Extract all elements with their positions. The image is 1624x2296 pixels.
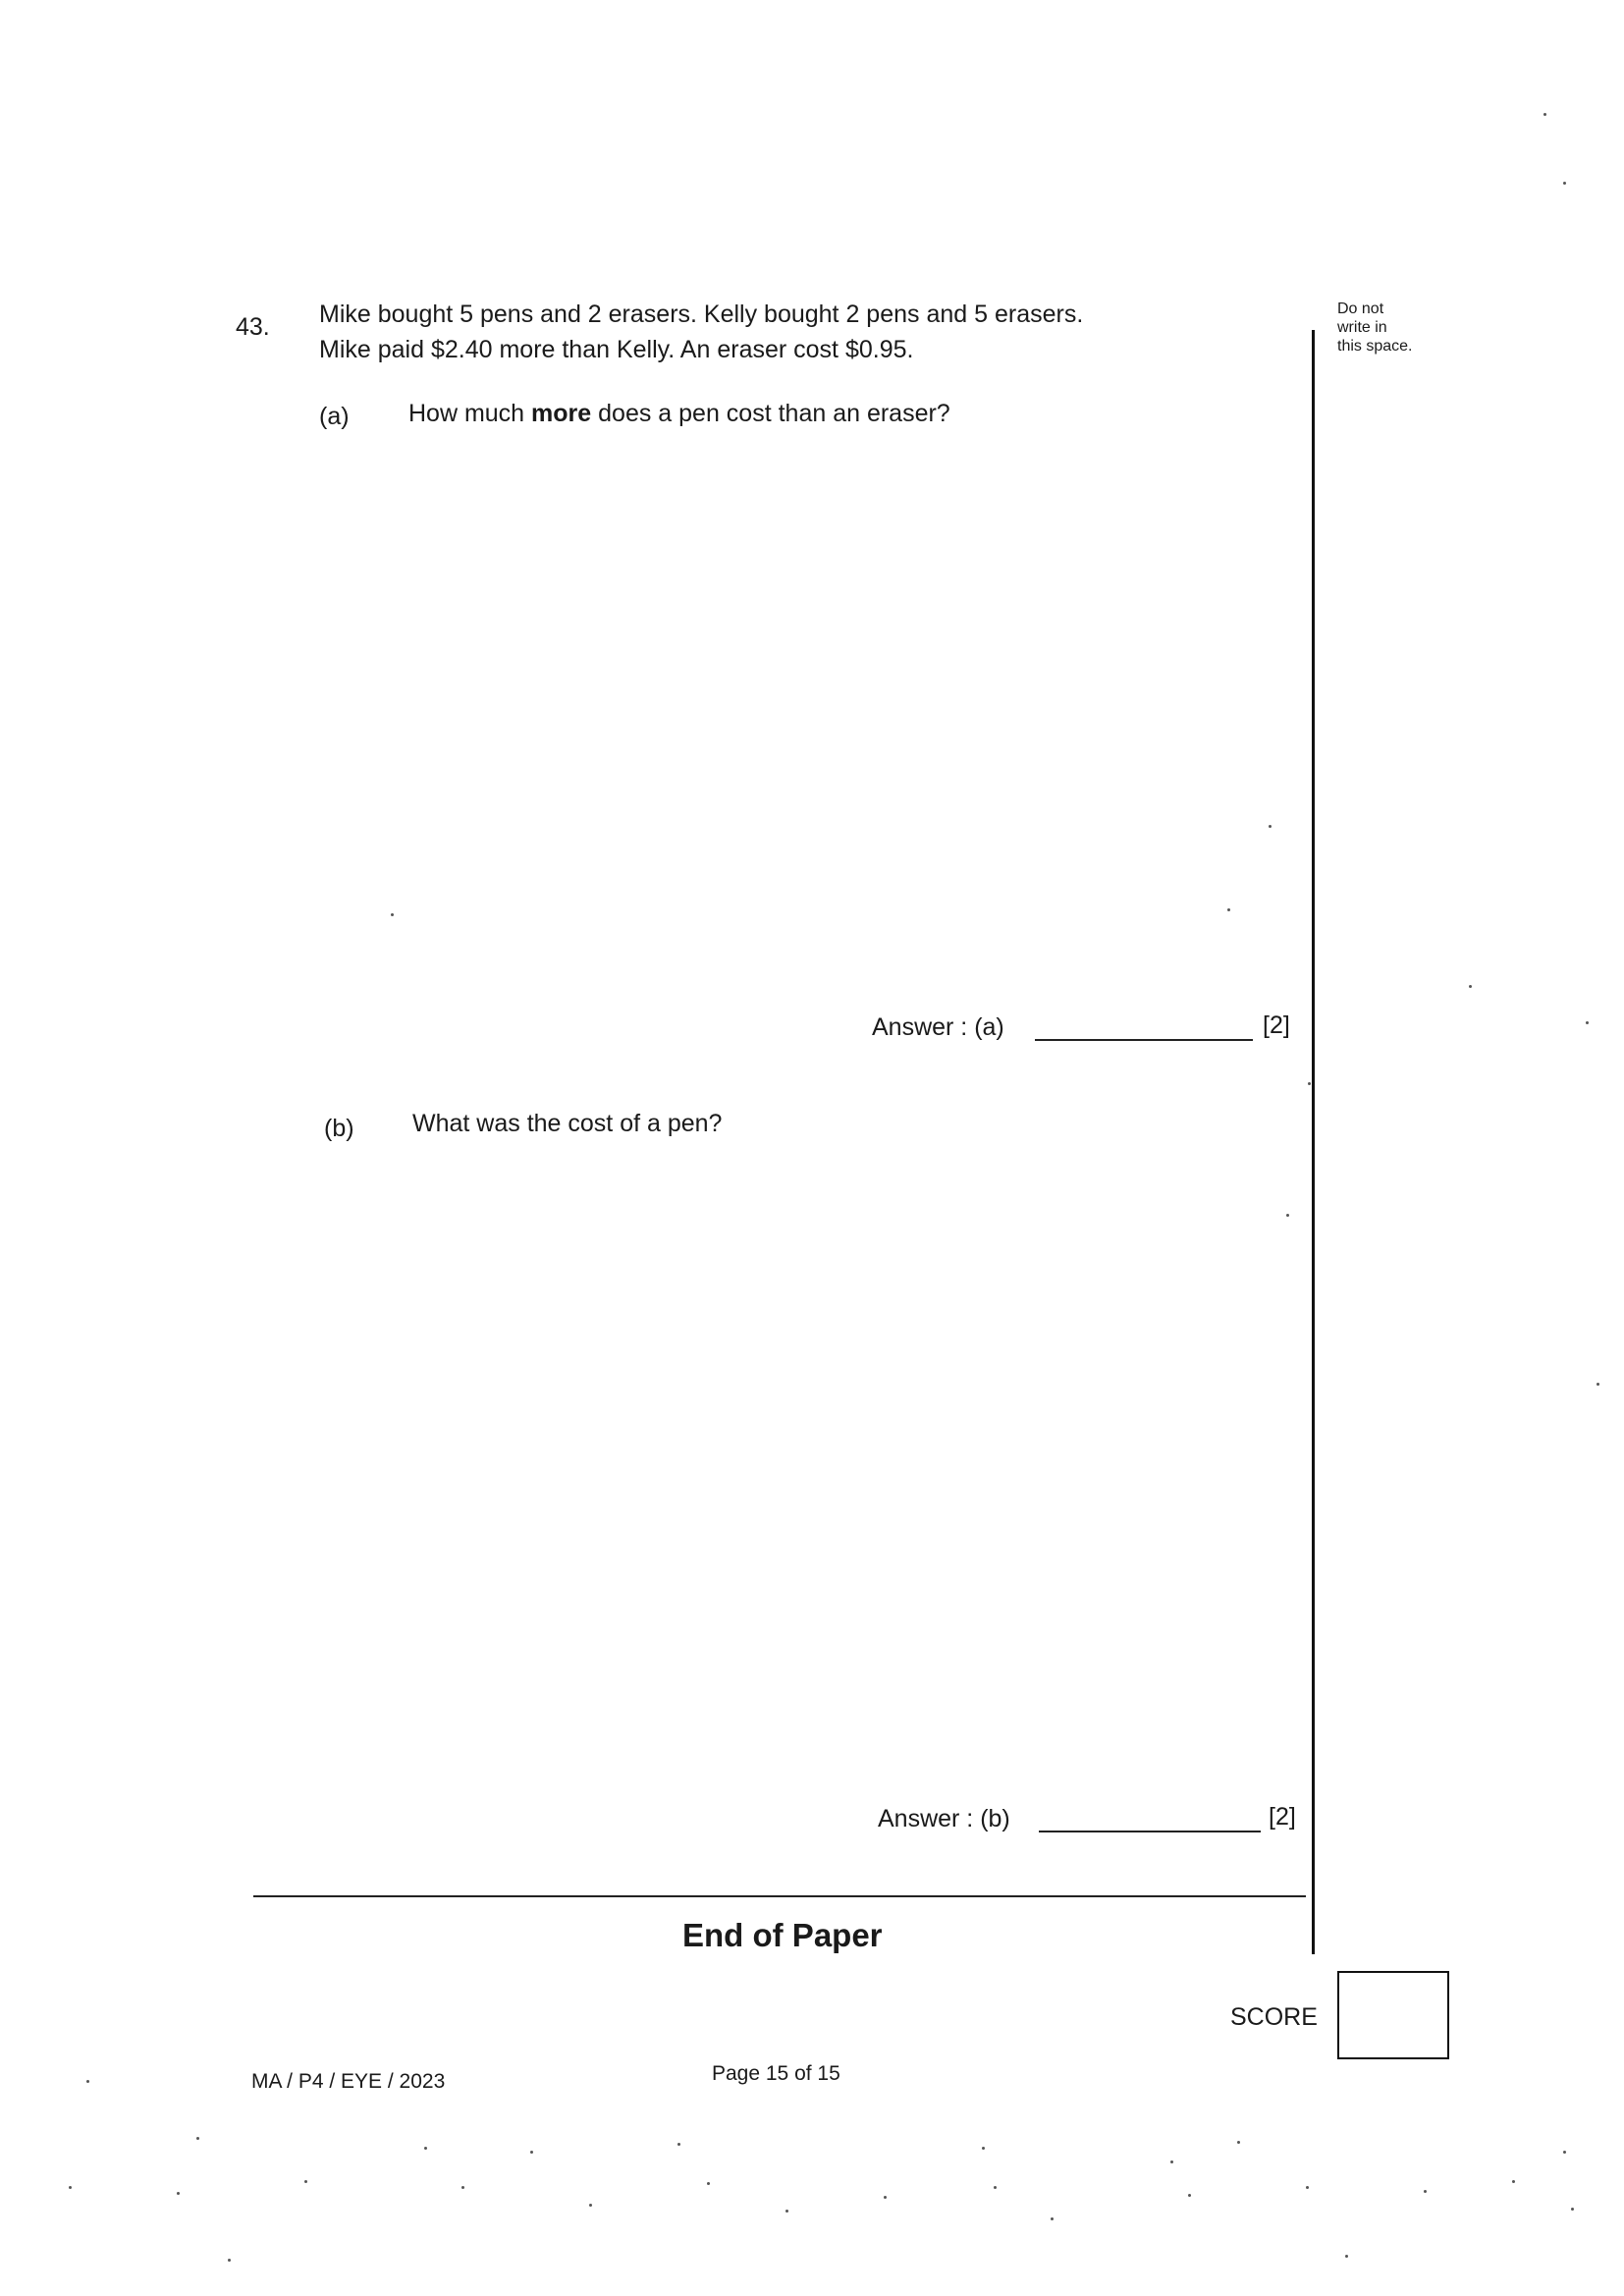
- question-text-prefix: Mike paid: [319, 336, 431, 363]
- margin-note: [1337, 300, 1445, 355]
- scan-speck: [1543, 113, 1546, 116]
- margin-divider-line: [1312, 330, 1315, 1954]
- answer-b-marks: [2]: [1269, 1803, 1296, 1831]
- scan-speck: [391, 913, 394, 916]
- scan-speck: [177, 2192, 180, 2195]
- scan-speck: [1306, 2186, 1309, 2189]
- part-b-question: What was the cost of a pen?: [412, 1110, 723, 1137]
- scan-speck: [461, 2186, 464, 2189]
- part-a-question: [408, 400, 950, 428]
- part-a-label: (a): [319, 403, 350, 430]
- scan-speck: [530, 2151, 533, 2154]
- scan-speck: [1269, 825, 1272, 828]
- question-text-middle: more than Kelly. An eraser cost: [492, 336, 845, 363]
- scan-speck: [982, 2147, 985, 2150]
- scan-speck: [707, 2182, 710, 2185]
- scan-speck: [677, 2143, 680, 2146]
- score-box[interactable]: [1337, 1971, 1449, 2059]
- margin-note-line-1: Do not: [1337, 301, 1384, 317]
- answer-a-marks: [2]: [1263, 1011, 1290, 1039]
- scan-speck: [1286, 1214, 1289, 1217]
- scan-speck: [1051, 2217, 1054, 2220]
- question-amount-difference: $2.40: [430, 336, 493, 363]
- answer-a-label: Answer : (a): [872, 1013, 1004, 1041]
- scan-speck: [1227, 908, 1230, 911]
- scan-speck: [994, 2186, 997, 2189]
- scan-speck: [1469, 985, 1472, 988]
- scan-speck: [424, 2147, 427, 2150]
- part-b-label: (b): [324, 1115, 354, 1142]
- scan-speck: [69, 2186, 72, 2189]
- question-text-suffix: .: [906, 336, 914, 363]
- end-of-paper-title: End of Paper: [682, 1917, 883, 1953]
- scan-speck: [1188, 2194, 1191, 2197]
- scan-speck: [228, 2259, 231, 2262]
- footer-page-number: Page 15 of 15: [712, 2062, 840, 2085]
- scan-speck: [1512, 2180, 1515, 2183]
- scan-speck: [785, 2210, 788, 2213]
- answer-b-blank[interactable]: [1039, 1831, 1261, 1832]
- answer-a-blank[interactable]: [1035, 1039, 1253, 1041]
- scan-speck: [1571, 2208, 1574, 2211]
- question-eraser-price: $0.95: [844, 336, 907, 363]
- part-a-text-bold: more: [531, 400, 592, 427]
- scan-speck: [1308, 1082, 1311, 1085]
- answer-b-label: Answer : (b): [878, 1805, 1010, 1832]
- scan-speck: [884, 2196, 887, 2199]
- scan-speck: [1424, 2190, 1427, 2193]
- question-text-line-1: Mike bought 5 pens and 2 erasers. Kelly bought 2 pens and 5 erasers.: [319, 301, 1084, 328]
- end-rule: [253, 1895, 1306, 1897]
- score-label: SCORE: [1230, 2003, 1318, 2031]
- margin-note-line-2: write in: [1337, 319, 1387, 336]
- scan-speck: [1597, 1383, 1599, 1386]
- scan-speck: [86, 2080, 89, 2083]
- scan-speck: [1345, 2255, 1348, 2258]
- scan-speck: [304, 2180, 307, 2183]
- scan-speck: [1563, 2151, 1566, 2154]
- scan-speck: [196, 2137, 199, 2140]
- scan-speck: [1170, 2160, 1173, 2163]
- footer-paper-code: MA / P4 / EYE / 2023: [251, 2070, 446, 2093]
- margin-note-line-3: this space.: [1337, 338, 1413, 355]
- scan-speck: [589, 2204, 592, 2207]
- scan-speck: [1586, 1021, 1589, 1024]
- scan-speck: [1563, 182, 1566, 185]
- scan-speck: [1237, 2141, 1240, 2144]
- part-a-text-after: does a pen cost than an eraser?: [591, 400, 950, 427]
- question-text-line-2: [319, 336, 913, 364]
- part-a-text-before: How much: [408, 400, 532, 427]
- question-number: 43.: [236, 313, 270, 341]
